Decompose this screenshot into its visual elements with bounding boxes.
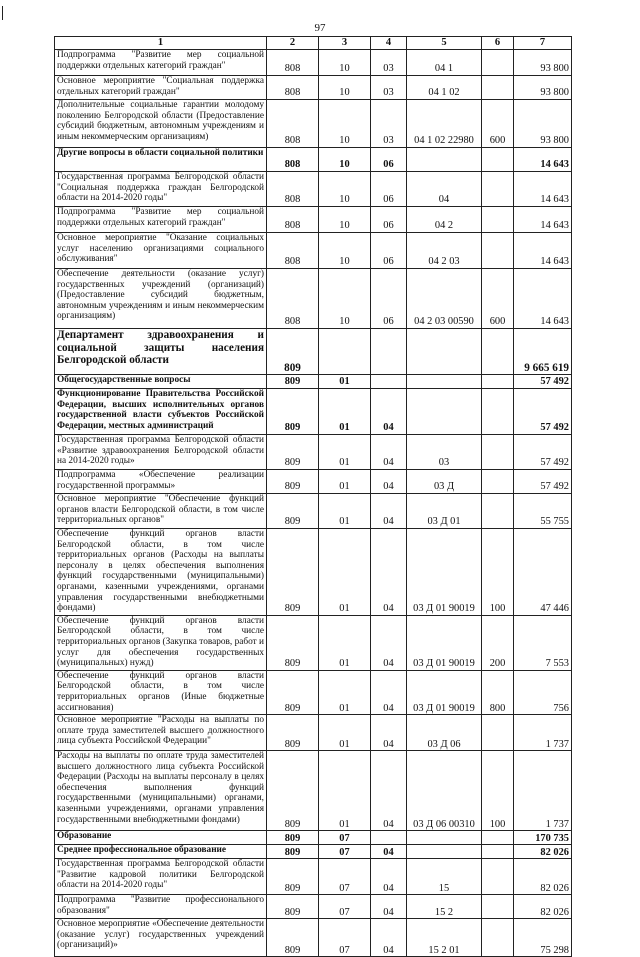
amount: 57 492	[514, 470, 572, 494]
code-section: 10	[319, 233, 371, 269]
code-expense-type	[482, 470, 514, 494]
row-name: Среднее профессиональное образование	[55, 845, 267, 859]
code-target: 03 Д 01	[407, 494, 482, 529]
code-expense-type: 100	[482, 529, 514, 616]
code-expense-type	[482, 919, 514, 957]
code-target: 04	[407, 172, 482, 207]
header-cell: 4	[371, 37, 407, 50]
row-name: Подпрограмма "Развитие мер социальной поддержки отдельных категорий граждан"	[55, 50, 267, 76]
code-subsection: 03	[371, 50, 407, 76]
code-ministry: 809	[267, 751, 319, 831]
amount: 57 492	[514, 389, 572, 435]
row-name: Обеспечение функций органов власти Белгородской области, в том числе территориальных органов (Расходы на выплаты персоналу в целях обеспечения выполнения функций государственными (муниципальными) органами, казенными учреждениями, органами управления государственными внебюджетными фондами)	[55, 529, 267, 616]
code-ministry: 809	[267, 470, 319, 494]
table-row	[55, 148, 572, 172]
code-subsection: 06	[371, 269, 407, 329]
table-row	[55, 329, 572, 375]
table-row	[55, 389, 572, 435]
code-subsection: 04	[371, 435, 407, 470]
row-name: Обеспечение функций органов власти Белгородской области, в том числе территориальных органов (Иные бюджетные ассигнования)	[55, 670, 267, 714]
code-expense-type	[482, 895, 514, 919]
code-expense-type	[482, 148, 514, 172]
amount: 9 665 619	[514, 329, 572, 375]
code-expense-type	[482, 233, 514, 269]
table-row	[55, 233, 572, 269]
code-expense-type: 600	[482, 100, 514, 148]
code-expense-type: 200	[482, 615, 514, 670]
row-name: Департамент здравоохранения и социальной защиты населения Белгородской области	[55, 329, 267, 375]
code-ministry: 809	[267, 919, 319, 957]
code-section: 10	[319, 269, 371, 329]
code-subsection	[371, 375, 407, 389]
table-row	[55, 100, 572, 148]
code-subsection: 04	[371, 715, 407, 751]
row-name: Образование	[55, 831, 267, 845]
code-ministry: 809	[267, 615, 319, 670]
amount: 57 492	[514, 435, 572, 470]
code-section	[319, 329, 371, 375]
amount: 82 026	[514, 895, 572, 919]
code-ministry: 809	[267, 329, 319, 375]
table-row	[55, 76, 572, 100]
code-target: 03	[407, 435, 482, 470]
code-section: 01	[319, 751, 371, 831]
row-name: Подпрограмма "Развитие мер социальной поддержки отдельных категорий граждан"	[55, 207, 267, 233]
row-name: Обеспечение функций органов власти Белгородской области, в том числе территориальных органов (Закупка товаров, работ и услуг для обеспечения государственных (муниципальных) нужд)	[55, 615, 267, 670]
code-subsection: 06	[371, 233, 407, 269]
amount: 93 800	[514, 76, 572, 100]
code-subsection: 04	[371, 670, 407, 714]
code-subsection: 06	[371, 207, 407, 233]
header-cell: 3	[319, 37, 371, 50]
amount: 756	[514, 670, 572, 714]
code-section: 10	[319, 100, 371, 148]
header-cell: 7	[514, 37, 572, 50]
table-row	[55, 435, 572, 470]
code-target	[407, 329, 482, 375]
code-subsection: 04	[371, 470, 407, 494]
code-subsection: 03	[371, 100, 407, 148]
code-subsection: 04	[371, 389, 407, 435]
header-row	[55, 37, 572, 50]
code-expense-type	[482, 494, 514, 529]
amount: 1 737	[514, 715, 572, 751]
amount: 82 026	[514, 859, 572, 895]
header-cell: 5	[407, 37, 482, 50]
row-name: Общегосударственные вопросы	[55, 375, 267, 389]
code-expense-type	[482, 831, 514, 845]
code-target	[407, 389, 482, 435]
code-ministry: 808	[267, 148, 319, 172]
table-row	[55, 831, 572, 845]
code-section: 01	[319, 470, 371, 494]
table-row	[55, 269, 572, 329]
amount: 14 643	[514, 148, 572, 172]
code-section: 07	[319, 831, 371, 845]
table-row	[55, 615, 572, 670]
code-section: 10	[319, 76, 371, 100]
code-target: 03 Д 01 90019	[407, 670, 482, 714]
code-target: 04 1 02 22980	[407, 100, 482, 148]
code-ministry: 809	[267, 375, 319, 389]
code-section: 07	[319, 895, 371, 919]
code-expense-type: 800	[482, 670, 514, 714]
code-ministry: 809	[267, 670, 319, 714]
table-row	[55, 895, 572, 919]
code-section: 01	[319, 615, 371, 670]
amount: 14 643	[514, 269, 572, 329]
code-ministry: 809	[267, 529, 319, 616]
margin-mark	[2, 6, 3, 20]
table-row	[55, 470, 572, 494]
row-name: Основное мероприятие "Обеспечение функций органов власти Белгородской области, в том числе территориальных органов"	[55, 494, 267, 529]
budget-table	[54, 36, 572, 957]
row-name: Другие вопросы в области социальной политики	[55, 148, 267, 172]
code-expense-type	[482, 329, 514, 375]
row-name: Государственная программа Белгородской области "Развитие кадровой политики Белгородской области на 2014-2020 годы"	[55, 859, 267, 895]
code-target: 03 Д 06	[407, 715, 482, 751]
table-row	[55, 919, 572, 957]
code-target: 15 2 01	[407, 919, 482, 957]
code-subsection: 04	[371, 751, 407, 831]
code-subsection: 04	[371, 895, 407, 919]
code-expense-type	[482, 435, 514, 470]
code-expense-type	[482, 50, 514, 76]
amount: 93 800	[514, 100, 572, 148]
code-section: 10	[319, 50, 371, 76]
row-name: Основное мероприятие "Расходы на выплаты по оплате труда заместителей высшего должностного лица субъекта Российской Федерации"	[55, 715, 267, 751]
code-expense-type: 100	[482, 751, 514, 831]
amount: 93 800	[514, 50, 572, 76]
row-name: Подпрограмма "Развитие профессионального образования"	[55, 895, 267, 919]
table-row	[55, 207, 572, 233]
row-name: Основное мероприятие "Оказание социальных услуг населению организациями социального обслуживания"	[55, 233, 267, 269]
amount: 170 735	[514, 831, 572, 845]
page-number: 97	[314, 22, 326, 34]
code-ministry: 809	[267, 845, 319, 859]
code-section: 10	[319, 148, 371, 172]
code-section: 10	[319, 207, 371, 233]
amount: 14 643	[514, 172, 572, 207]
table-row	[55, 375, 572, 389]
code-ministry: 809	[267, 435, 319, 470]
row-name: Основное мероприятие «Обеспечение деятельности (оказание услуг) государственных учреждений (организаций)»	[55, 919, 267, 957]
code-ministry: 808	[267, 233, 319, 269]
code-subsection: 04	[371, 615, 407, 670]
row-name: Государственная программа Белгородской области "Социальная поддержка граждан Белгородской области на 2014-2020 годы"	[55, 172, 267, 207]
code-section: 01	[319, 529, 371, 616]
code-ministry: 808	[267, 172, 319, 207]
code-target	[407, 831, 482, 845]
code-section: 01	[319, 494, 371, 529]
code-section: 01	[319, 375, 371, 389]
code-target: 03 Д 01 90019	[407, 615, 482, 670]
code-ministry: 809	[267, 389, 319, 435]
code-ministry: 809	[267, 859, 319, 895]
row-name: Подпрограмма «Обеспечение реализации государственной программы»	[55, 470, 267, 494]
table-row	[55, 50, 572, 76]
code-section: 01	[319, 715, 371, 751]
code-expense-type: 600	[482, 269, 514, 329]
code-subsection: 04	[371, 859, 407, 895]
code-subsection: 04	[371, 494, 407, 529]
code-ministry: 808	[267, 269, 319, 329]
code-subsection: 04	[371, 845, 407, 859]
code-ministry: 809	[267, 715, 319, 751]
code-section: 01	[319, 389, 371, 435]
amount: 57 492	[514, 375, 572, 389]
amount: 47 446	[514, 529, 572, 616]
amount: 14 643	[514, 233, 572, 269]
code-ministry: 809	[267, 895, 319, 919]
header-cell: 2	[267, 37, 319, 50]
code-expense-type	[482, 207, 514, 233]
code-subsection: 04	[371, 529, 407, 616]
code-expense-type	[482, 76, 514, 100]
code-expense-type	[482, 845, 514, 859]
code-target: 15	[407, 859, 482, 895]
code-target: 04 2 03	[407, 233, 482, 269]
code-subsection	[371, 831, 407, 845]
code-target: 04 2	[407, 207, 482, 233]
table-row	[55, 859, 572, 895]
amount: 7 553	[514, 615, 572, 670]
code-target: 04 1 02	[407, 76, 482, 100]
code-section: 01	[319, 435, 371, 470]
amount: 1 737	[514, 751, 572, 831]
code-section: 07	[319, 919, 371, 957]
code-ministry: 808	[267, 50, 319, 76]
code-target: 15 2	[407, 895, 482, 919]
code-ministry: 808	[267, 76, 319, 100]
code-expense-type	[482, 375, 514, 389]
amount: 82 026	[514, 845, 572, 859]
code-target	[407, 375, 482, 389]
code-expense-type	[482, 859, 514, 895]
code-ministry: 809	[267, 831, 319, 845]
code-ministry: 808	[267, 100, 319, 148]
table-row	[55, 529, 572, 616]
table-row	[55, 751, 572, 831]
code-section: 07	[319, 859, 371, 895]
amount: 14 643	[514, 207, 572, 233]
table-row	[55, 845, 572, 859]
code-target	[407, 148, 482, 172]
table-row	[55, 172, 572, 207]
table-row	[55, 715, 572, 751]
code-ministry: 808	[267, 207, 319, 233]
header-cell: 6	[482, 37, 514, 50]
code-section: 01	[319, 670, 371, 714]
code-subsection: 06	[371, 172, 407, 207]
table-row	[55, 494, 572, 529]
code-target	[407, 845, 482, 859]
code-target: 03 Д 06 00310	[407, 751, 482, 831]
row-name: Функционирование Правительства Российской Федерации, высших исполнительных органов государственной власти субъектов Российской Федерации, местных администраций	[55, 389, 267, 435]
code-expense-type	[482, 172, 514, 207]
row-name: Обеспечение деятельности (оказание услуг) государственных учреждений (организаций) (Предоставление субсидий бюджетным, автономным учреждениям и иным некоммерческим организациям)	[55, 269, 267, 329]
row-name: Основное мероприятие "Социальная поддержка отдельных категорий граждан"	[55, 76, 267, 100]
code-subsection	[371, 329, 407, 375]
code-target: 04 1	[407, 50, 482, 76]
code-subsection: 04	[371, 919, 407, 957]
row-name: Государственная программа Белгородской области «Развитие здравоохранения Белгородской области на 2014-2020 годы»	[55, 435, 267, 470]
row-name: Расходы на выплаты по оплате труда заместителей высшего должностного лица субъекта Российской Федерации (Расходы на выплаты персоналу в целях обеспечения выполнения функций государственными (муниципальными) органами, казенными учреждениями, органами управления государственными внебюджетными фондами)	[55, 751, 267, 831]
code-target: 03 Д	[407, 470, 482, 494]
header-cell: 1	[55, 37, 267, 50]
amount: 75 298	[514, 919, 572, 957]
code-section: 10	[319, 172, 371, 207]
code-ministry: 809	[267, 494, 319, 529]
code-target: 04 2 03 00590	[407, 269, 482, 329]
code-target: 03 Д 01 90019	[407, 529, 482, 616]
table-row	[55, 670, 572, 714]
row-name: Дополнительные социальные гарантии молодому поколению Белгородской области (Предоставление субсидий бюджетным, автономным учреждениям и иным некоммерческим организациям)	[55, 100, 267, 148]
code-section: 07	[319, 845, 371, 859]
code-subsection: 03	[371, 76, 407, 100]
code-subsection: 06	[371, 148, 407, 172]
code-expense-type	[482, 715, 514, 751]
code-expense-type	[482, 389, 514, 435]
amount: 55 755	[514, 494, 572, 529]
